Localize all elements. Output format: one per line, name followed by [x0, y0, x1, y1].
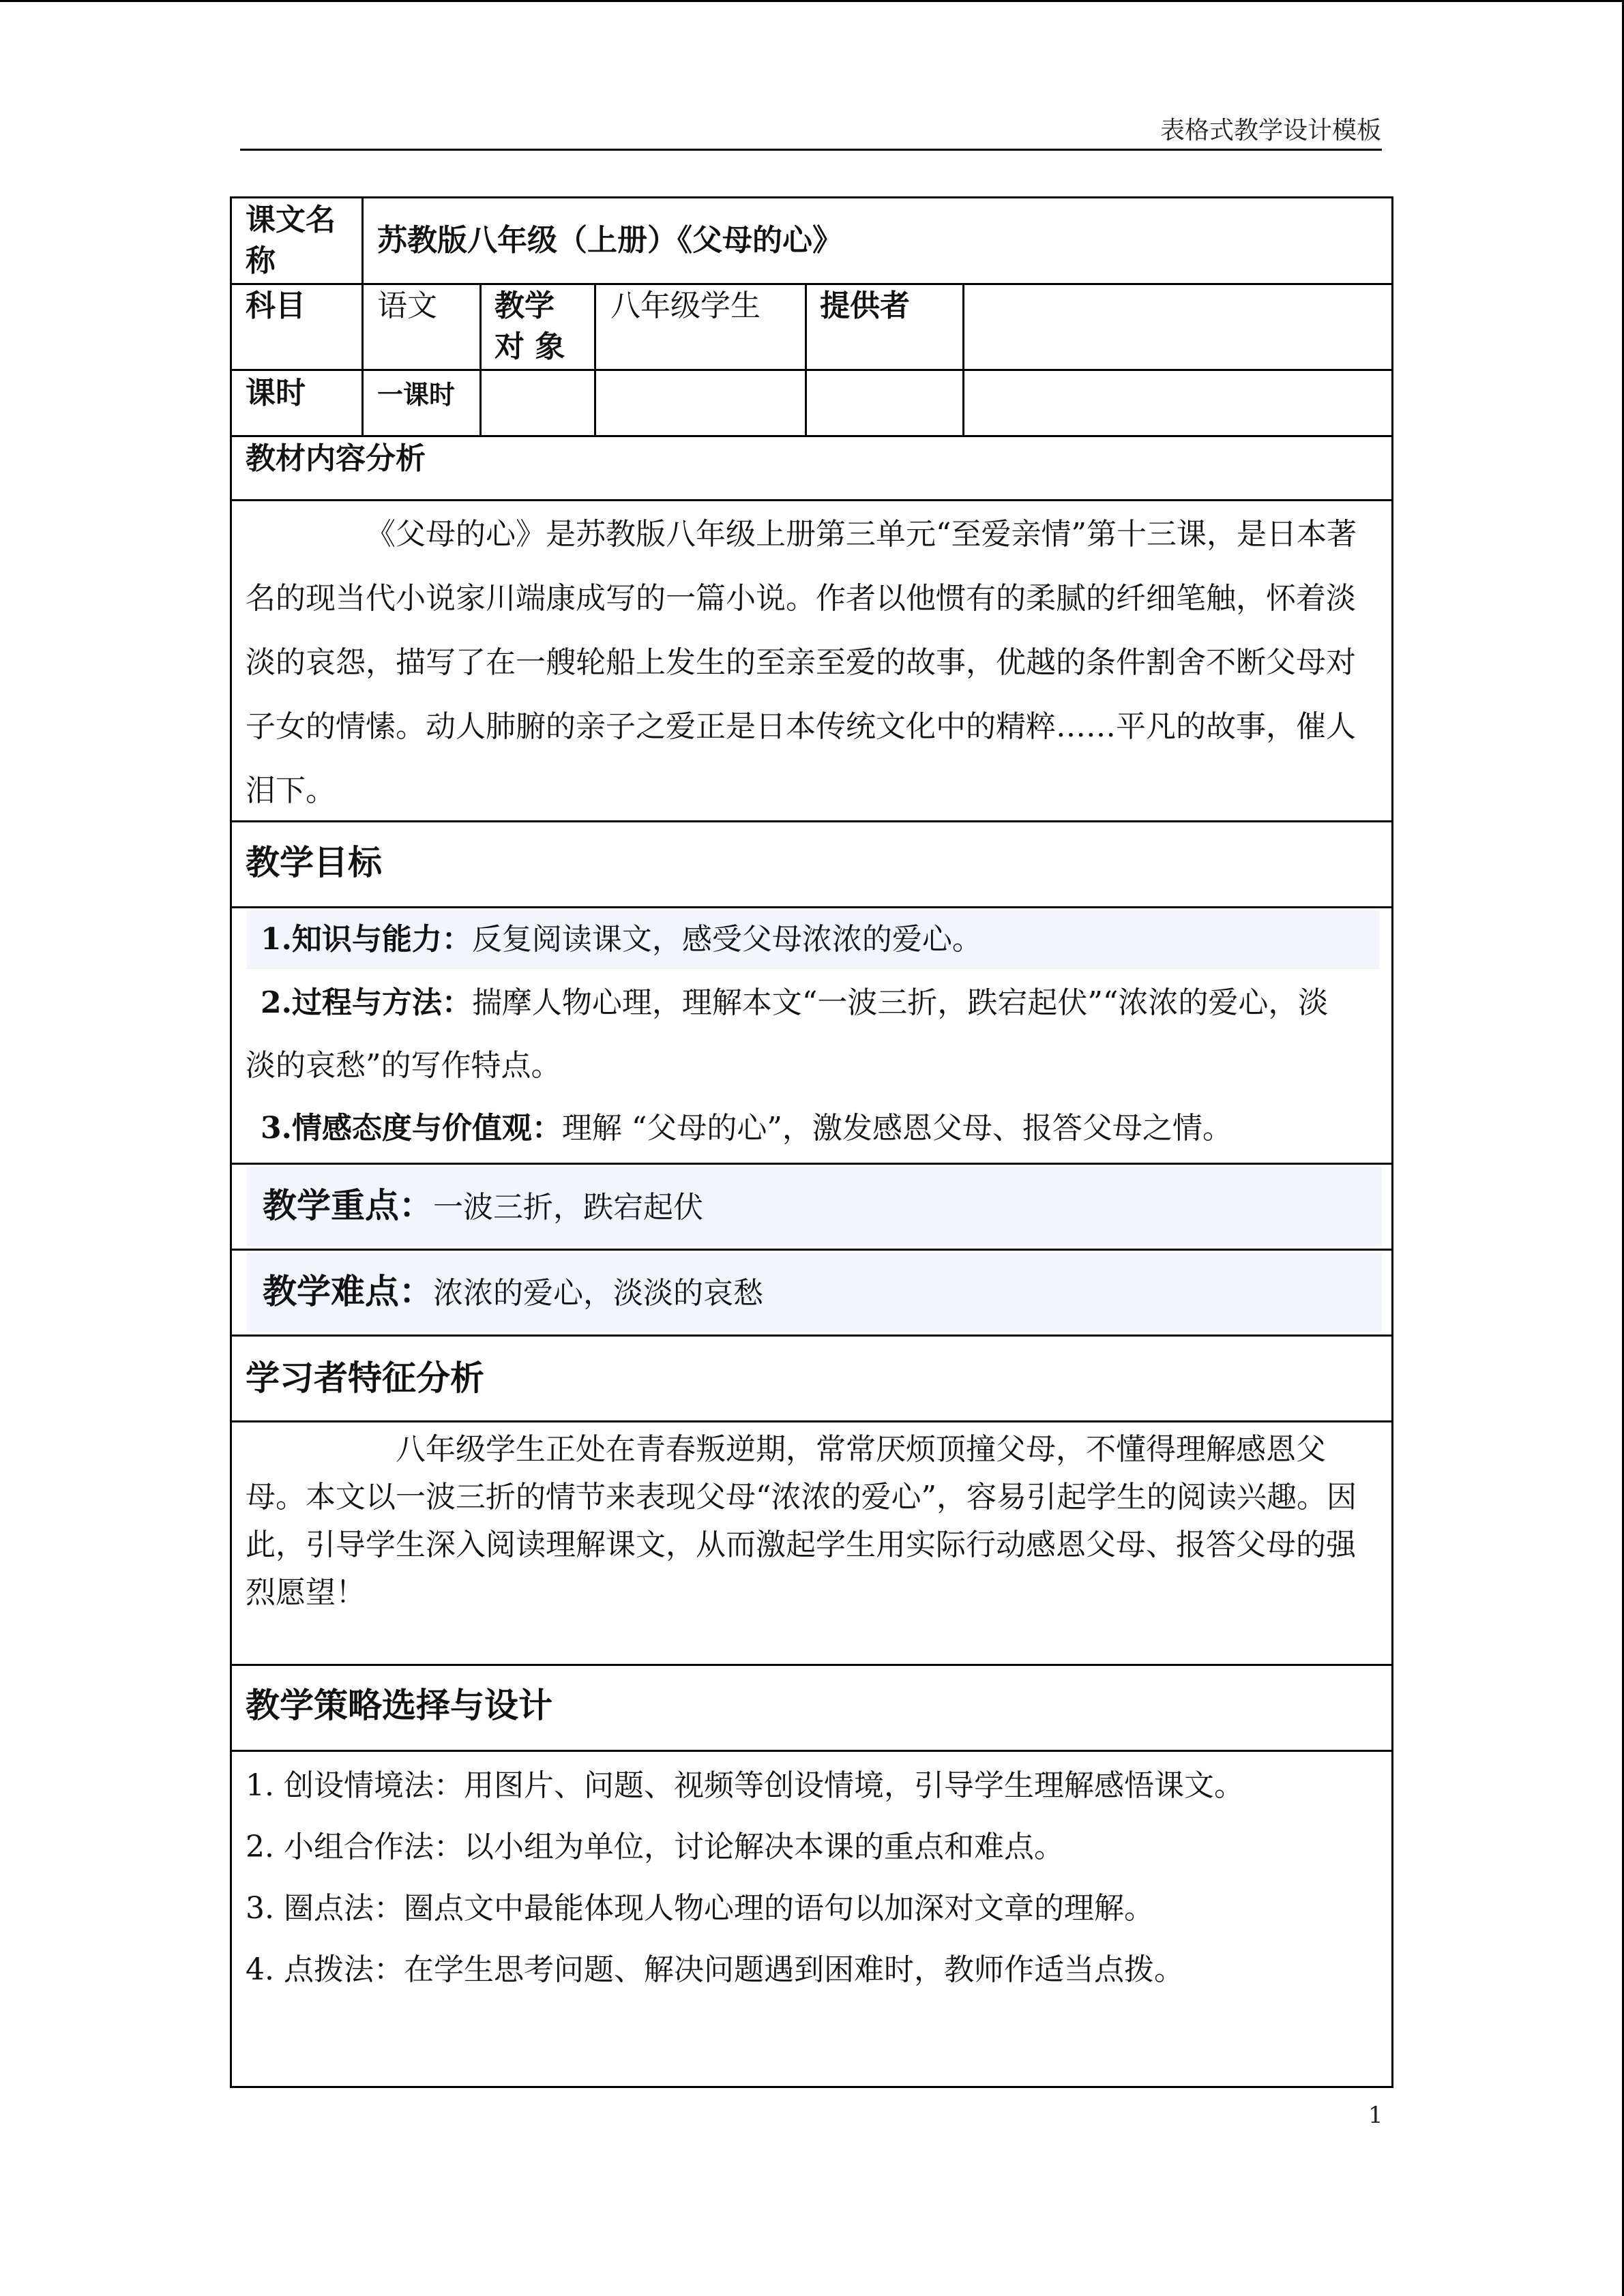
- col-divider: [479, 283, 482, 435]
- subject-value: 语文: [377, 288, 437, 323]
- goal-label: 3.情感态度与价值观：: [261, 1111, 562, 1146]
- hours-label: 课时: [246, 376, 306, 411]
- col-divider: [962, 283, 964, 435]
- page-frame-top: [0, 0, 1624, 2]
- goal-text: 理解 “父母的心”，激发感恩父母、报答父母之情。: [561, 1111, 1232, 1146]
- lesson-plan-table: [230, 196, 1393, 2088]
- key-point: [263, 1185, 703, 1234]
- row-divider: [232, 435, 1391, 437]
- header-title: 表格式教学设计模板: [1160, 117, 1381, 145]
- strategy-item: 1. 创设情境法：用图片、问题、视频等创设情境，引导学生理解感悟课文。: [246, 1768, 1244, 1803]
- learner-text: [246, 1426, 1378, 1617]
- audience-label: 教学对 象: [494, 288, 565, 364]
- row-divider: [232, 499, 1391, 501]
- goal-text: 揣摩人物心理，理解本文“一波三折，跌宕起伏”“浓浓的爱心，淡淡的哀愁”的写作特点。: [246, 985, 1329, 1083]
- goal-text: 反复阅读课文，感受父母浓浓的爱心。: [471, 922, 982, 957]
- row-divider: [232, 1664, 1391, 1666]
- strategy-item: 2. 小组合作法：以小组为单位，讨论解决本课的重点和难点。: [246, 1830, 1064, 1864]
- course-value: 苏教版八年级（上册）《父母的心》: [377, 223, 842, 258]
- key-point-label: 教学重点：: [263, 1185, 433, 1225]
- col-divider: [361, 198, 364, 435]
- col-divider: [805, 283, 807, 435]
- audience-value: 八年级学生: [610, 288, 761, 323]
- hours-value: 一课时: [377, 379, 456, 410]
- row-divider: [232, 1750, 1391, 1752]
- goals-title: 教学目标: [246, 842, 382, 882]
- course-label: 课文名称: [246, 203, 336, 278]
- provider-label: 提供者: [820, 288, 910, 323]
- row-divider: [232, 1335, 1391, 1337]
- row-divider: [232, 283, 1391, 285]
- col-divider: [594, 283, 596, 435]
- subject-label: 科目: [246, 288, 306, 323]
- row-divider: [232, 369, 1391, 371]
- goal-label: 2.过程与方法：: [261, 985, 472, 1020]
- difficulty-label: 教学难点：: [263, 1271, 433, 1311]
- learner-paragraph: 八年级学生正处在青春叛逆期，常常厌烦顶撞父母，不懂得理解感恩父母。本文以一波三折的情节来表现父母“浓浓的爱心”，容易引起学生的阅读兴趣。因此，引导学生深入阅读理解课文，从而激起学生用实际行动感恩父母、报答父母的强烈愿望！: [246, 1432, 1357, 1610]
- strategy-list: [246, 1755, 1378, 2001]
- strategy-title: 教学策略选择与设计: [246, 1685, 552, 1725]
- row-divider: [232, 1249, 1391, 1251]
- goal-item-1: [246, 908, 1378, 971]
- learner-title: 学习者特征分析: [246, 1358, 484, 1398]
- goal-item-3: [246, 1097, 1378, 1160]
- difficulty: [263, 1271, 763, 1320]
- analysis-text: [246, 503, 1378, 823]
- analysis-paragraph: 《父母的心》是苏教版八年级上册第三单元“至爱亲情”第十三课，是日本著名的现当代小说家川端康成写的一篇小说。作者以他惯有的柔腻的纤细笔触，怀着淡淡的哀怨，描写了在一艘轮船上发生的至亲至爱的故事，优越的条件割舍不断父母对子女的情愫。动人肺腑的亲子之爱正是日本传统文化中的精粹……平凡的故事，催人泪下。: [246, 517, 1357, 808]
- difficulty-text: 浓浓的爱心，淡淡的哀愁: [433, 1276, 763, 1311]
- header-rule: [240, 149, 1382, 151]
- analysis-title: 教材内容分析: [246, 441, 426, 476]
- goal-item-2: [246, 972, 1354, 1097]
- row-divider: [232, 1420, 1391, 1422]
- strategy-item: 3. 圈点法：圈点文中最能体现人物心理的语句以加深对文章的理解。: [246, 1891, 1154, 1926]
- strategy-item: 4. 点拨法：在学生思考问题、解决问题遇到困难时，教师作适当点拨。: [246, 1952, 1184, 1987]
- page-number: 1: [1368, 2102, 1383, 2129]
- row-divider: [232, 1163, 1391, 1165]
- goal-label: 1.知识与能力：: [261, 922, 472, 957]
- key-point-text: 一波三折，跌宕起伏: [433, 1190, 703, 1225]
